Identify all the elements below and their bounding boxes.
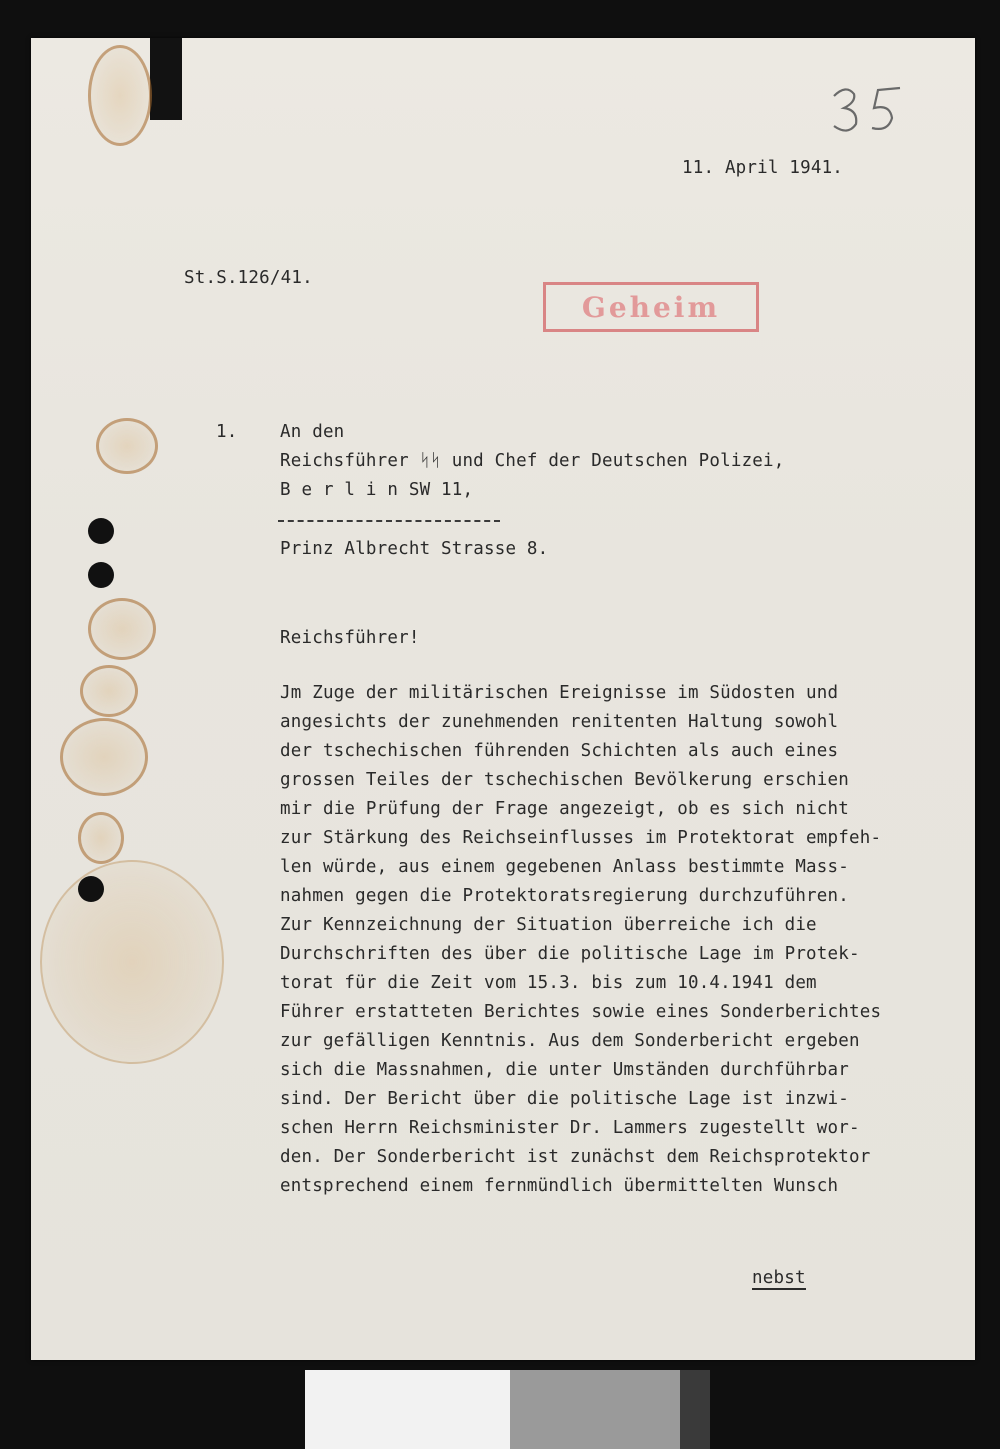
body-line: Zur Kennzeichnung der Situation überreiche ich die	[280, 915, 817, 935]
body-line: len würde, aus einem gegebenen Anlass bestimmte Mass-	[280, 857, 850, 877]
punch-hole	[88, 518, 114, 544]
body-line: entsprechend einem fernmündlich übermittelten Wunsch	[280, 1176, 839, 1196]
address-line-4: Prinz Albrecht Strasse 8.	[280, 539, 549, 559]
page-tear	[150, 38, 182, 120]
punch-hole	[88, 562, 114, 588]
catchword-text: nebst	[752, 1268, 806, 1288]
body-line: schen Herrn Reichsminister Dr. Lammers zugestellt wor-	[280, 1118, 860, 1138]
burn-stain	[40, 860, 224, 1064]
classification-stamp	[543, 282, 759, 332]
calibration-patch-gray	[510, 1370, 680, 1449]
body-line: zur Stärkung des Reichseinflusses im Protektorat empfeh-	[280, 828, 882, 848]
catchword	[752, 1264, 806, 1293]
address-underline	[278, 520, 500, 522]
calibration-patch-dark	[680, 1370, 710, 1449]
punch-hole	[78, 876, 104, 902]
body-line: Jm Zuge der militärischen Ereignisse im Südosten und	[280, 683, 839, 703]
salutation: Reichsführer!	[280, 628, 420, 648]
body-line: den. Der Sonderbericht ist zunächst dem Reichsprotektor	[280, 1147, 871, 1167]
item-number: 1.	[216, 422, 238, 442]
burn-stain	[60, 718, 148, 796]
letter-body	[280, 679, 881, 1201]
body-line: sich die Massnahmen, die unter Umständen durchführbar	[280, 1060, 850, 1080]
stamp-text: Geheim	[581, 290, 721, 324]
address-line-2: Reichsführer ᛋᛋ und Chef der Deutschen Polizei,	[280, 451, 785, 471]
letter-date: 11. April 1941.	[682, 158, 844, 178]
burn-stain	[96, 418, 158, 474]
body-line: grossen Teiles der tschechischen Bevölkerung erschien	[280, 770, 850, 790]
burn-stain	[80, 665, 138, 717]
burn-stain	[78, 812, 124, 864]
address-line-3: B e r l i n SW 11,	[280, 480, 474, 500]
body-line: angesichts der zunehmenden renitenten Haltung sowohl	[280, 712, 839, 732]
body-line: Führer erstatteten Berichtes sowie eines Sonderberichtes	[280, 1002, 882, 1022]
body-line: nahmen gegen die Protektoratsregierung durchzuführen.	[280, 886, 850, 906]
handwritten-page-number	[826, 80, 916, 140]
address-line-1: An den	[280, 422, 345, 442]
burn-stain	[88, 598, 156, 660]
body-line: der tschechischen führenden Schichten als auch eines	[280, 741, 839, 761]
burn-stain	[88, 45, 152, 146]
body-line: sind. Der Bericht über die politische Lage ist inzwi-	[280, 1089, 850, 1109]
body-line: mir die Prüfung der Frage angezeigt, ob es sich nicht	[280, 799, 850, 819]
body-line: zur gefälligen Kenntnis. Aus dem Sonderbericht ergeben	[280, 1031, 860, 1051]
body-line: Durchschriften des über die politische Lage im Protek-	[280, 944, 860, 964]
body-line: torat für die Zeit vom 15.3. bis zum 10.4.1941 dem	[280, 973, 817, 993]
calibration-patch-white	[305, 1370, 510, 1449]
reference-number: St.S.126/41.	[184, 268, 313, 288]
